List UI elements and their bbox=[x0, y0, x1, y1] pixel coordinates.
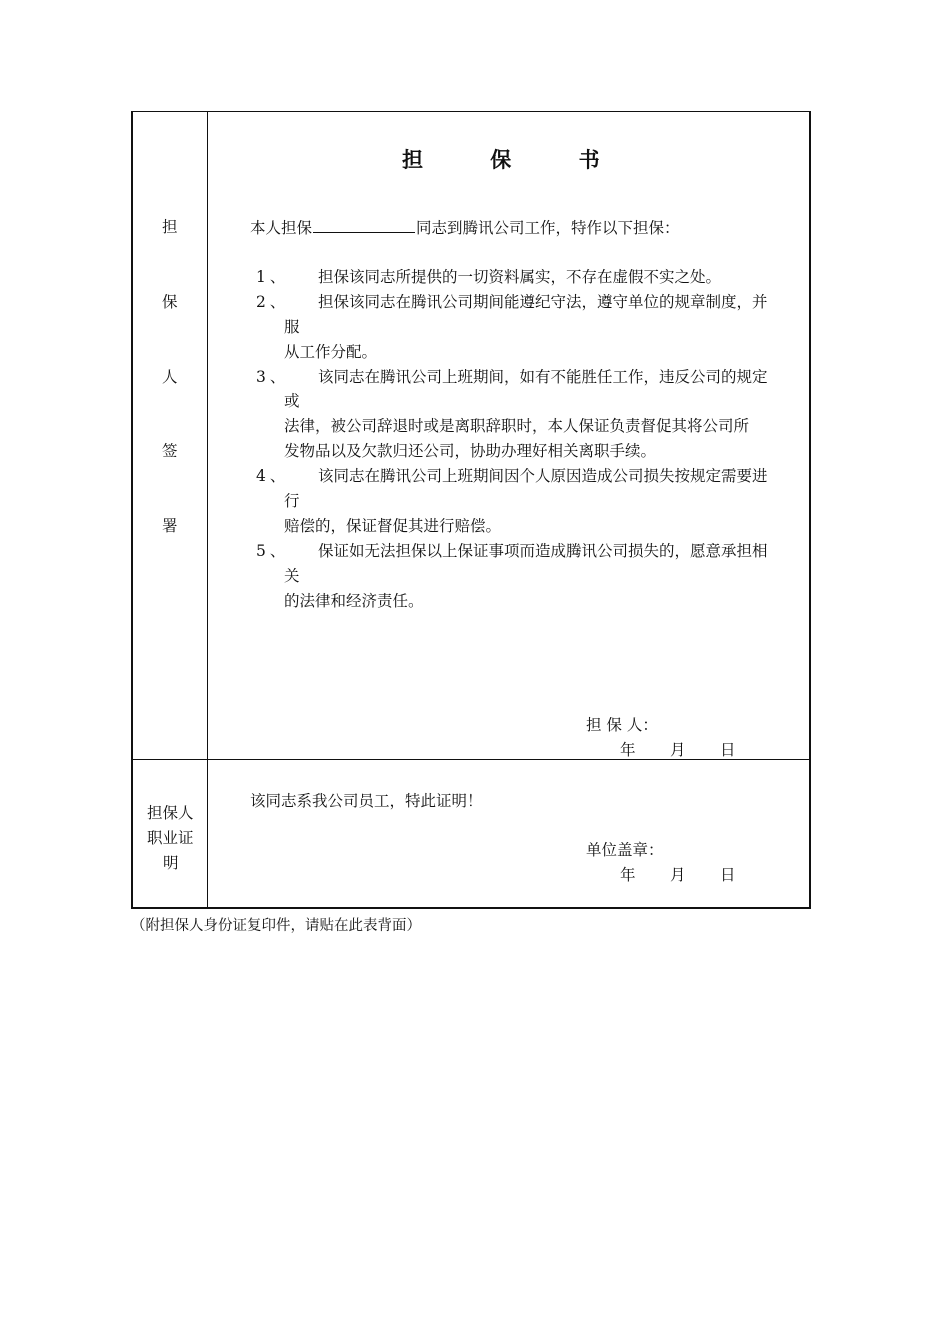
date-year: 年 bbox=[620, 741, 636, 759]
column-divider bbox=[207, 112, 208, 909]
item-text: 关 bbox=[284, 567, 300, 585]
item-number: 2、 bbox=[256, 293, 290, 311]
item-text: 担保该同志在腾讯公司期间能遵纪守法，遵守单位的规章制度，并 bbox=[318, 293, 768, 311]
side-label-char: 人 bbox=[162, 368, 178, 386]
intro-line bbox=[250, 218, 680, 237]
guarantee-name-blank[interactable] bbox=[313, 218, 415, 233]
date-day: 日 bbox=[720, 741, 736, 759]
side-label-char: 署 bbox=[162, 517, 178, 535]
item-text: 赔偿的，保证督促其进行赔偿。 bbox=[284, 517, 502, 535]
intro-after: 同志到腾讯公司工作，特作以下担保： bbox=[416, 219, 680, 237]
intro-before: 本人担保 bbox=[250, 219, 313, 237]
document-title: 担 保 书 bbox=[402, 147, 630, 172]
guarantor-label: 担 保 人： bbox=[586, 716, 658, 734]
side-label-bottom: 职业证 bbox=[147, 829, 194, 847]
item-text: 的法律和经济责任。 bbox=[284, 592, 424, 610]
seal-date-year: 年 bbox=[620, 866, 636, 884]
item-text: 法律，被公司辞退时或是离职辞职时，本人保证负责督促其将公司所 bbox=[284, 417, 750, 435]
item-text: 该同志在腾讯公司上班期间，如有不能胜任工作，违反公司的规定 bbox=[318, 368, 768, 386]
item-text: 服 bbox=[284, 318, 300, 336]
seal-label: 单位盖章： bbox=[586, 841, 664, 859]
item-text: 发物品以及欠款归还公司，协助办理好相关离职手续。 bbox=[284, 442, 657, 460]
certify-text: 该同志系我公司员工，特此证明！ bbox=[250, 792, 483, 810]
row-divider bbox=[132, 759, 810, 760]
side-label-bottom: 明 bbox=[163, 854, 179, 872]
item-text: 从工作分配。 bbox=[284, 343, 378, 361]
side-label-bottom: 担保人 bbox=[147, 804, 194, 822]
item-number: 4、 bbox=[256, 467, 290, 485]
side-label-char: 签 bbox=[162, 442, 178, 460]
item-text: 或 bbox=[284, 392, 300, 410]
footnote: （附担保人身份证复印件，请贴在此表背面） bbox=[131, 918, 421, 934]
item-text: 该同志在腾讯公司上班期间因个人原因造成公司损失按规定需要进 bbox=[318, 467, 768, 485]
side-label-char: 保 bbox=[162, 293, 178, 311]
side-label-char: 担 bbox=[162, 218, 178, 236]
item-number: 5、 bbox=[256, 542, 290, 560]
date-month: 月 bbox=[670, 741, 686, 759]
item-number: 3、 bbox=[256, 368, 290, 386]
item-text: 行 bbox=[284, 492, 300, 510]
item-text: 保证如无法担保以上保证事项而造成腾讯公司损失的，愿意承担相 bbox=[318, 542, 768, 560]
item-number: 1、 bbox=[256, 268, 290, 286]
item-text: 担保该同志所提供的一切资料属实，不存在虚假不实之处。 bbox=[318, 268, 722, 286]
seal-date-month: 月 bbox=[670, 866, 686, 884]
seal-date-day: 日 bbox=[720, 866, 736, 884]
